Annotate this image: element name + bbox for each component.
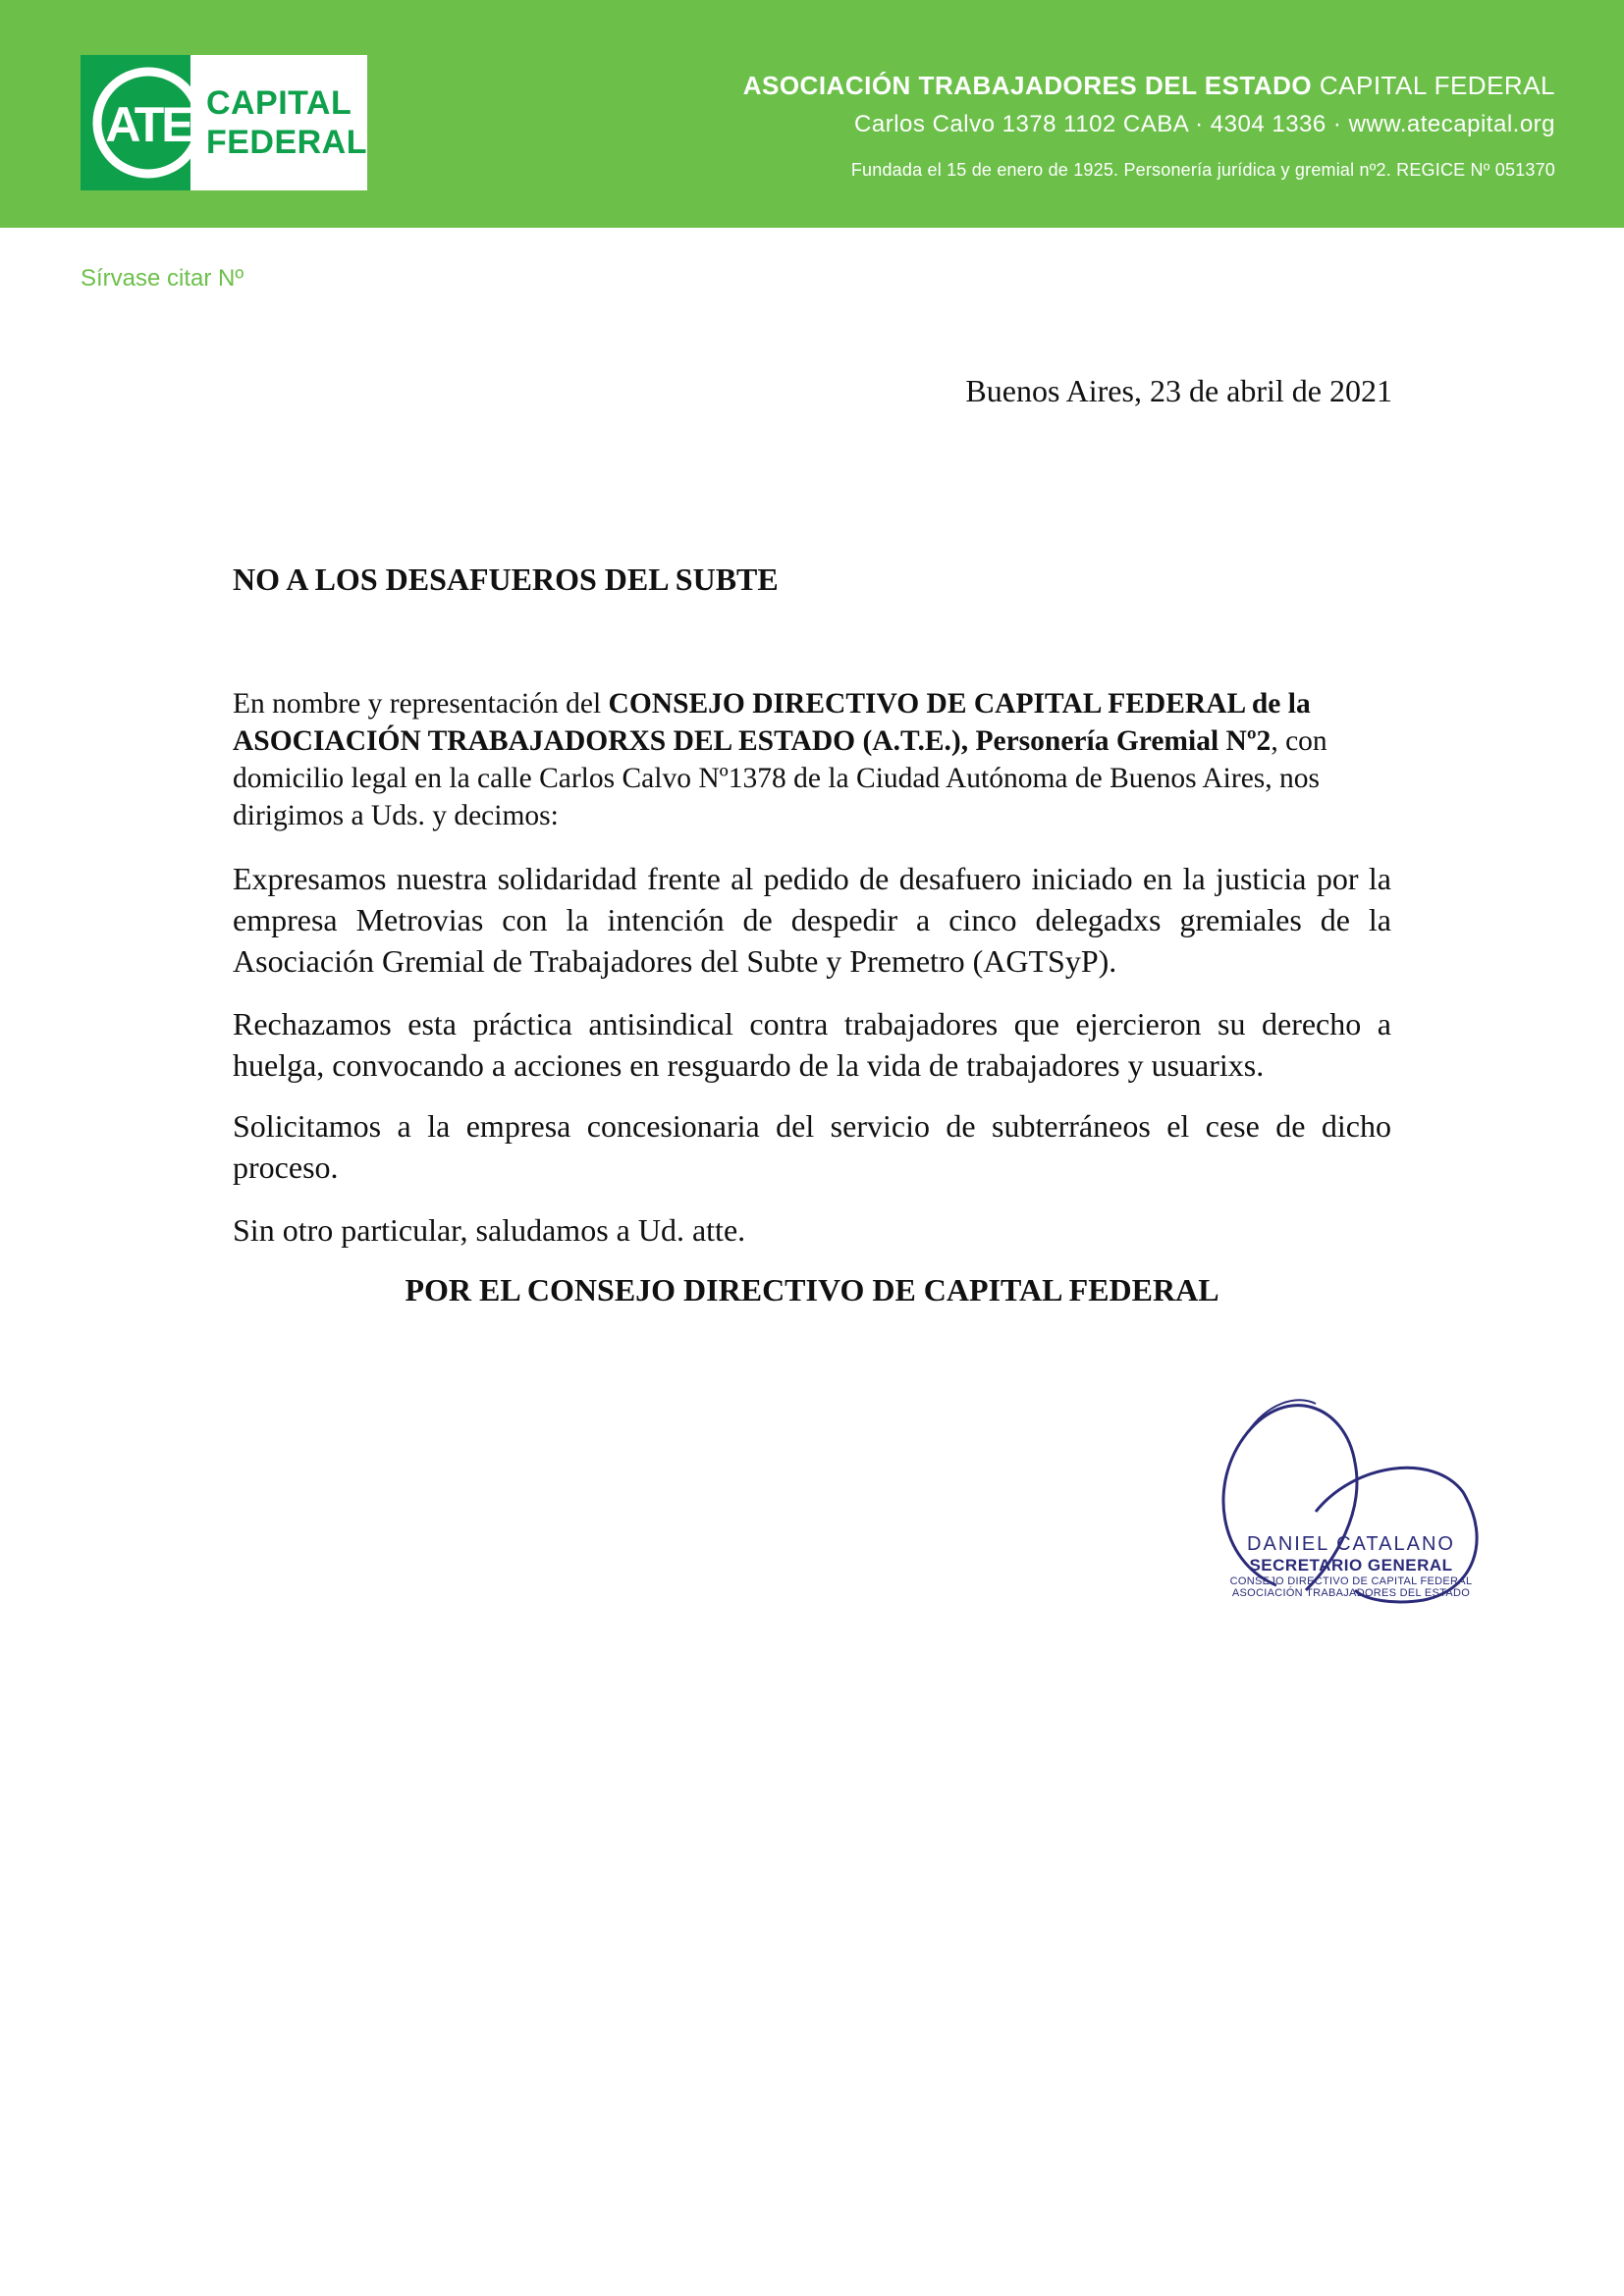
paragraph-rejection: Rechazamos esta práctica antisindical contra trabajadores que ejercieron su derecho a huelga, convocando a acciones en resguardo de la vida de trabajadores y usuarixs.	[233, 1006, 1391, 1083]
cite-label: Sírvase citar Nº	[81, 265, 244, 292]
letter-subject: NO A LOS DESAFUEROS DEL SUBTE	[233, 561, 779, 597]
intro-text-2: , con domicilio legal en la calle Carlos Calvo Nº1378 de la Ciudad Autónoma de Buenos Aires, nos dirigimos a Uds. y decimos:	[233, 725, 1327, 831]
ate-emblem-graphic	[81, 55, 216, 190]
stamp-association: ASOCIACIÓN TRABAJADORES DEL ESTADO	[1231, 1587, 1471, 1599]
org-name-light: CAPITAL FEDERAL	[1319, 71, 1555, 100]
stamp-title: SECRETARIO GENERAL	[1249, 1556, 1453, 1575]
ate-logo	[81, 55, 367, 190]
paragraph-request: Solicitamos a la empresa concesionaria del servicio de subterráneos el cese de dicho proceso.	[233, 1108, 1391, 1185]
signature-stamp	[1214, 1533, 1489, 1599]
org-info	[743, 71, 1555, 181]
letter-date: Buenos Aires, 23 de abril de 2021	[965, 373, 1392, 408]
org-address: Carlos Calvo 1378 1102 CABA · 4304 1336 · www.atecapital.org	[854, 111, 1555, 137]
signoff: POR EL CONSEJO DIRECTIVO DE CAPITAL FEDERAL	[405, 1272, 1219, 1308]
intro-paragraph	[233, 685, 1391, 834]
logo-line-federal: FEDERAL	[205, 124, 367, 161]
org-founded: Fundada el 15 de enero de 1925. Personería jurídica y gremial nº2. REGICE Nº 051370	[850, 160, 1555, 180]
paragraph-solidarity: Expresamos nuestra solidaridad frente al pedido de desafuero iniciado en la justicia por la empresa Metrovias con la intención de despedir a cinco delegadxs gremiales de la Asociación Gremial de Trabajadores del Subte y Premetro (AGTSyP).	[233, 861, 1391, 979]
intro-bold: CONSEJO DIRECTIVO DE CAPITAL FEDERAL de la ASOCIACIÓN TRABAJADORXS DEL ESTADO (A.T.E.), Personería Gremial Nº2	[233, 688, 1311, 757]
logo-text	[190, 55, 367, 190]
intro-text-1: En nombre y representación del	[233, 688, 609, 720]
closing-line: Sin otro particular, saludamos a Ud. atte.	[233, 1212, 746, 1248]
header-banner	[0, 0, 1624, 228]
org-name-bold: ASOCIACIÓN TRABAJADORES DEL ESTADO	[742, 71, 1313, 100]
stamp-council: CONSEJO DIRECTIVO DE CAPITAL FEDERAL	[1229, 1575, 1473, 1587]
svg-text:ATE: ATE	[105, 97, 191, 152]
logo-line-capital: CAPITAL	[205, 84, 352, 122]
org-name	[743, 71, 1555, 101]
stamp-name: DANIEL CATALANO	[1247, 1533, 1455, 1555]
ate-emblem	[81, 55, 190, 190]
